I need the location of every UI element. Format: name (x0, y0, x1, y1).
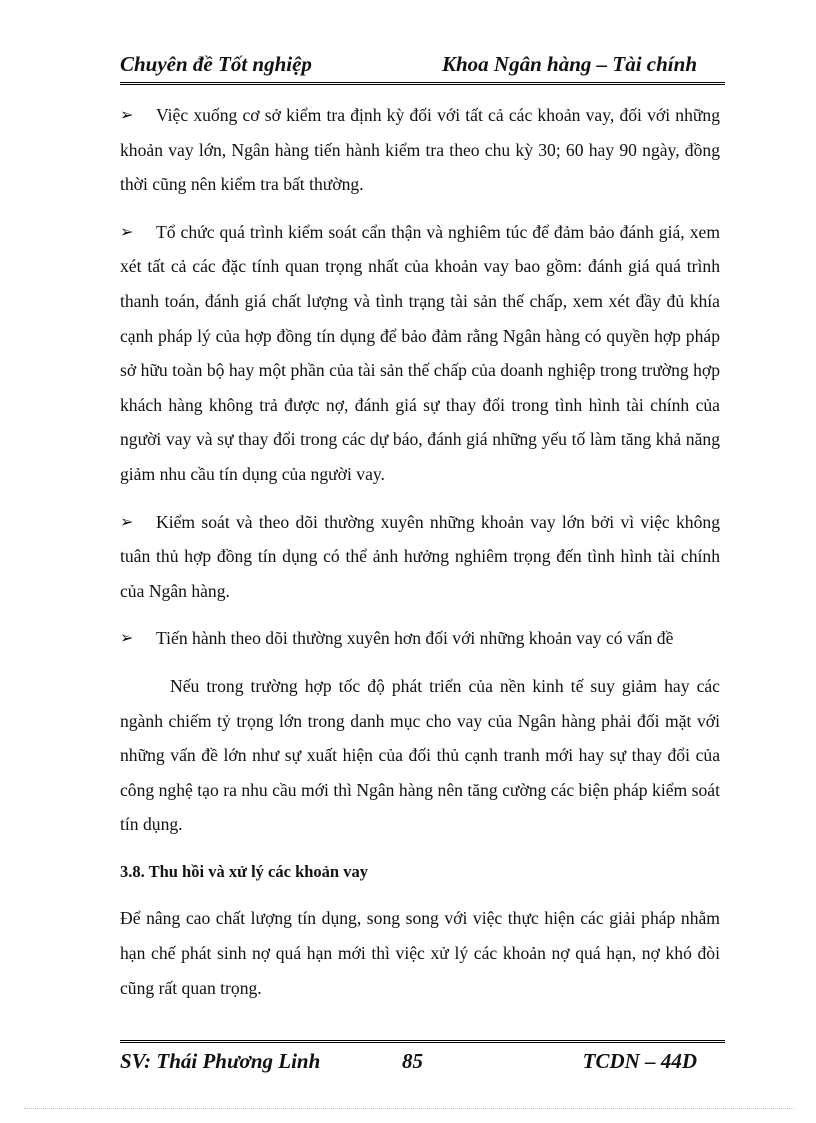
bullet-text: Tiến hành theo dõi thường xuyên hơn đối với những khoản vay có vấn đề (156, 628, 674, 649)
page-footer (120, 1040, 725, 1081)
page-bottom-divider (24, 1108, 794, 1109)
bullet-text: Việc xuống cơ sở kiểm tra định kỳ đối với tất cả các khoản vay, đối với những khoản vay lớn, Ngân hàng tiến hành kiểm tra theo chu kỳ 30; 60 hay 90 ngày, đồng thời cũng nên kiểm tra bất thường. (120, 105, 720, 195)
arrowhead-bullet-icon: ➢ (120, 221, 134, 241)
footer-class-code: TCDN – 44D (582, 1049, 697, 1073)
arrowhead-bullet-icon: ➢ (120, 628, 134, 648)
header-title-right: Khoa Ngân hàng – Tài chính (442, 52, 697, 76)
section-paragraph: Để nâng cao chất lượng tín dụng, song song với việc thực hiện các giải pháp nhằm hạn chế phát sinh nợ quá hạn mới thì việc xử lý các khoản nợ quá hạn, nợ khó đòi cũng rất quan trọng. (120, 908, 720, 998)
arrowhead-bullet-icon: ➢ (120, 511, 134, 531)
body-paragraph: Nếu trong trường hợp tốc độ phát triển của nền kinh tế suy giảm hay các ngành chiếm tỷ trọng lớn trong danh mục cho vay của Ngân hàng phải đối mặt với những vấn đề lớn như sự xuất hiện của đối thủ cạnh tranh mới hay sự thay đổi của công nghệ tạo ra nhu cầu mới thì Ngân hàng nên tăng cường các biện pháp kiểm soát tín dụng. (120, 675, 720, 835)
arrowhead-bullet-icon: ➢ (120, 105, 134, 124)
bullet-text: Kiểm soát và theo dõi thường xuyên những khoản vay lớn bởi vì việc không tuân thủ hợp đồng tín dụng có thể ảnh hưởng nghiêm trọng đến tình hình tài chính của Ngân hàng. (120, 511, 720, 601)
footer-page-number: 85 (402, 1049, 423, 1073)
bullet-item (120, 505, 720, 609)
bullet-text: Tổ chức quá trình kiểm soát cẩn thận và nghiêm túc để đảm bảo đánh giá, xem xét tất cả các đặc tính quan trọng nhất của khoản vay bao gồm: đánh giá quá trình thanh toán, đánh giá chất lượng và tình trạng tài sản thế chấp, xem xét đầy đủ khía cạnh pháp lý của hợp đồng tín dụng để bảo đảm rằng Ngân hàng có quyền hợp pháp sở hữu toàn bộ hay một phần của tài sản thế chấp của doanh nghiệp trong trường hợp khách hàng không trả được nợ, đánh giá sự thay đổi trong tình hình tài chính của người vay và sự thay đổi trong các dự báo, đánh giá những yếu tố làm tăng khả năng giảm nhu cầu tín dụng của người vay. (120, 221, 720, 484)
header-title-left: Chuyên đề Tốt nghiệp (120, 52, 312, 76)
bullet-item (120, 98, 720, 202)
page-header (120, 50, 725, 85)
section-heading: 3.8. Thu hồi và xử lý các khoản vay (120, 861, 368, 881)
bullet-item (120, 215, 720, 492)
bullet-item (120, 621, 720, 656)
footer-student-name: SV: Thái Phương Linh (120, 1049, 321, 1073)
document-body (120, 98, 720, 1005)
